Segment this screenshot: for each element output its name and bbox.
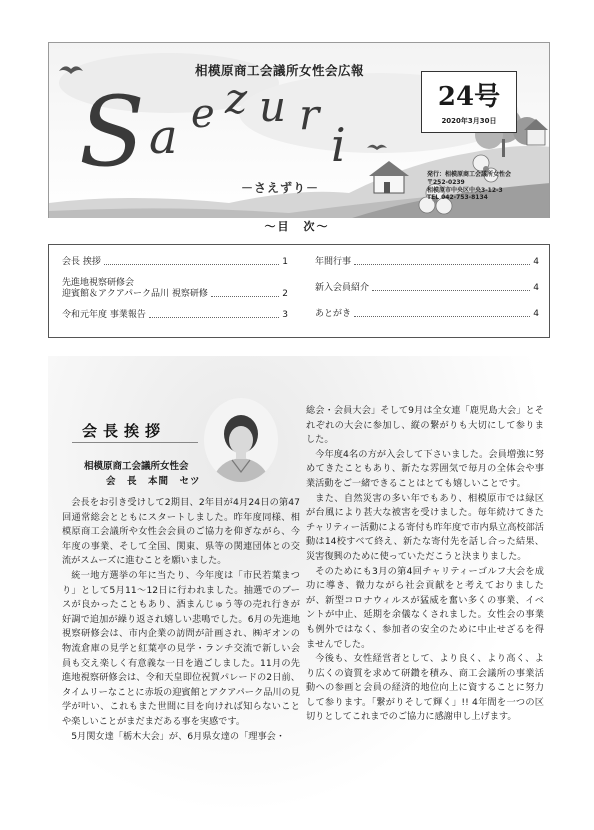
author-organization: 相模原商工会議所女性会 [84,461,189,472]
toc-leader-dots [354,264,530,265]
article-paragraph: 会長をお引き受けして2期目、2年目が4月24日の第47回通常総会とともにスタートしました。昨年度同様、相模原商工会議所や女性会会員のご協力を仰ぎながら、今年度の事業、そして全国、関東、県等の関連団体との交流がスムーズに進むことを願いました。 [62,497,300,567]
publisher-line: 相模原市中央区中央3-12-3 [427,186,503,194]
toc-entry-label: 会長 挨拶 [62,257,101,267]
masthead [48,42,550,218]
toc-title: ～目 次～ [264,220,330,233]
article-paragraph: また、自然災害の多い年でもあり、相模原市では緑区が台風により甚大な被害を受けました。毎年続けてきたチャリティー活動による寄付も昨年度で市内県立高校部活動は14校すべて終え、新たな寄付先を話し合った結果、災害復興のために使っていただこうと決まりました。 [306,492,544,562]
author-name: 会 長 本間 セツ [106,476,201,487]
toc-entry-page: 4 [533,283,539,293]
toc-entry-label: 新入会員紹介 [315,283,370,293]
article-paragraph: 総会・会員大会」そして9月は全女連「鹿児島大会」とそれぞれの大会に参加し、縦の繋がりも大切にして参りました。 [306,405,544,446]
toc-entry-label: あとがき [315,309,352,319]
article-column-left [62,496,300,744]
toc-column-left [62,257,288,321]
logo-letter: z [225,74,248,123]
toc-leader-dots [354,316,530,317]
toc-entry-page: 3 [282,310,288,320]
saezuri-logo [79,65,379,185]
toc-entry[interactable] [315,257,539,268]
logo-subtitle: －さえずり－ [241,181,320,195]
logo-letter: S [79,76,145,185]
toc-column-right [315,257,539,320]
president-portrait-photo [204,398,278,482]
issue-date: 2020年3月30日 [441,117,497,125]
toc-leader-dots [372,290,530,291]
toc-entry-prelabel: 先進地視察研修会 [62,278,135,288]
logo-letter: a [149,109,178,165]
toc-entry-label: 年間行事 [315,257,352,267]
toc-entry[interactable] [315,283,539,294]
toc-entry[interactable] [62,310,288,321]
toc-entry-label: 迎賓館＆アクアパーク品川 視察研修 [62,289,208,299]
article-column-right [306,404,544,725]
toc-entry-page: 4 [533,257,539,267]
article-paragraph: 今年度4名の方が入会して下さいました。会員増強に努めてきたこともあり、新たな雰囲気で毎月の全体会や事業活動をご一緒できることはとても嬉しいことです。 [306,448,544,489]
publisher-line: TEL 042-753-8134 [427,194,488,202]
toc-entry[interactable] [315,309,539,320]
toc-leader-dots [211,296,279,297]
article-paragraph: 今後も、女性経営者として、より良く、より高く、より広くの資質を求めて研鑽を積み、商工会議所の事業活動への参画と会員の経済的地位向上に資することに努力して参ります。「繋がりそして輝く」!! 4年間を一つの区切りとしてこれまでのご協力に感謝申し上げます。 [306,653,544,723]
toc-leader-dots [149,317,279,318]
title-underline [72,442,198,443]
issue-box [421,71,517,133]
publisher-line: 〒252-0239 [427,178,465,186]
toc-entry-page: 4 [533,309,539,319]
toc-entry-label: 令和元年度 事業報告 [62,310,146,320]
publisher-line: 発行：相模原商工会議所女性会 [427,171,512,178]
newsletter-org-heading: 相模原商工会議所女性会広報 [195,63,365,78]
article-paragraph: そのためにも3月の第4回チャリティーゴルフ大会を成功に導き、微力ながら社会貢献をと考えておりましたが、新型コロナウィルスが猛威を奮い多くの事業、イベントが中止、延期を余儀なくされました。女性会の事業も例外ではなく、参加者の安全のために中止せざるを得ませんでした。 [306,565,544,650]
logo-letter: r [299,90,320,139]
logo-letter: i [331,118,346,172]
toc-entry[interactable] [62,289,288,300]
article-title: 会長挨拶 [82,422,167,440]
toc-entry[interactable] [62,257,288,268]
article-paragraph: 5月関女達「栃木大会」が、6月県女達の「理事会・ [71,730,286,742]
article-paragraph: 統一地方選挙の年に当たり、今年度は「市民若葉まつり」として5月11～12日に行われました。抽選でのブースが良かったこともあり、酒まんじゅう等の売れ行きが好調で追加が繰り返され嬉しい悲鳴でした。6月の先進地視察研修会は、市内企業の訪問が計画され、㈱ギオンの物流倉庫の見学と紅葉亭の見学・ランチ交流で新しい会員も交え楽しく有意義な一日を過ごしました。11月の先進地視察研修会は、令和天皇即位祝賀パレードの2日前、タイムリーなことに赤坂の迎賓館とアクアパーク品川の見学が叶い、これもまた世間に目を向ければ知らないことや楽しいことがまだまだある事を実感です。 [62,569,300,727]
toc-entry-page: 1 [282,257,288,267]
logo-letter: e [191,91,215,137]
publisher-info [427,171,550,202]
toc-entry-page: 2 [282,289,288,299]
toc-leader-dots [104,264,279,265]
logo-letter: u [259,82,287,131]
table-of-contents [48,244,550,338]
issue-number: 24号 [437,82,501,112]
